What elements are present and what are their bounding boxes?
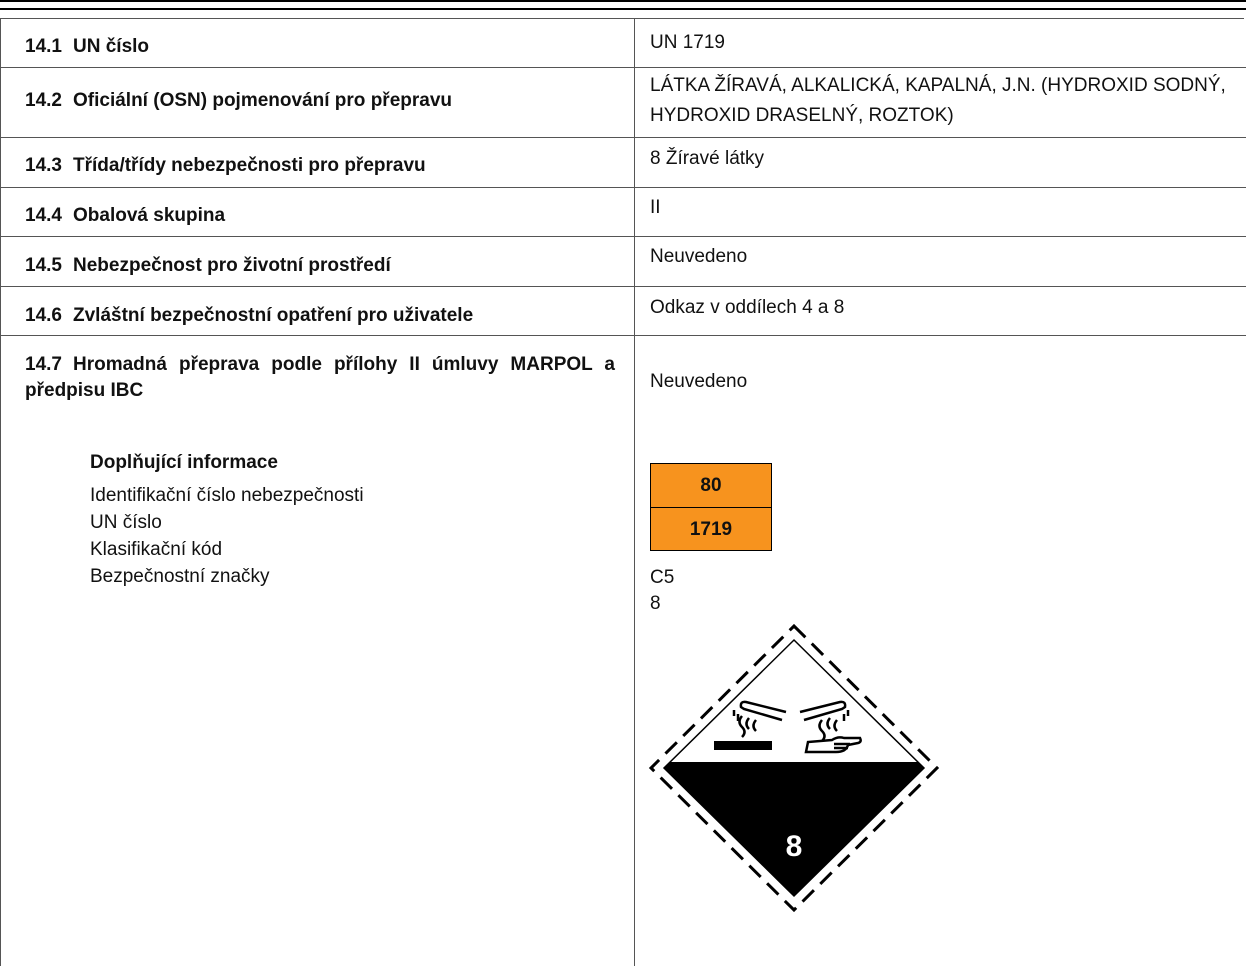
column-divider bbox=[634, 18, 635, 966]
row-number: 14.6 bbox=[25, 305, 62, 326]
row-divider bbox=[0, 286, 1246, 287]
classification-values bbox=[650, 565, 674, 617]
row-value-bulk-transport: Neuvedeno bbox=[650, 371, 748, 392]
row-label-environmental-hazard bbox=[25, 254, 391, 278]
row-divider bbox=[0, 67, 1246, 68]
corrosive-hazard-label bbox=[648, 624, 940, 917]
row-value-shipping-name: LÁTKA ŽÍRAVÁ, ALKALICKÁ, KAPALNÁ, J.N. (HYDROXID SODNÝ, HYDROXID DRASELNÝ, ROZTOK) bbox=[650, 75, 1226, 126]
row-number: 14.2 bbox=[25, 90, 62, 111]
additional-info-heading: Doplňující informace bbox=[90, 452, 278, 473]
row-value-environmental-hazard: Neuvedeno bbox=[650, 246, 748, 267]
row-label-text: Oficiální (OSN) pojmenování pro přepravu bbox=[73, 90, 452, 111]
header-rule-top bbox=[0, 0, 1246, 2]
header-rule-bottom bbox=[0, 8, 1246, 10]
row-label-user-precautions bbox=[25, 304, 473, 328]
row-label-text: Zvláštní bezpečnostní opatření pro uživatele bbox=[73, 305, 474, 326]
row-label-text: Třída/třídy nebezpečnosti pro přepravu bbox=[73, 155, 426, 176]
safety-mark-value: 8 bbox=[650, 593, 661, 614]
row-value-user-precautions: Odkaz v oddílech 4 a 8 bbox=[650, 297, 845, 318]
additional-info-item: Klasifikační kód bbox=[90, 539, 223, 560]
row-number: 14.1 bbox=[25, 36, 62, 57]
row-divider bbox=[0, 335, 1246, 336]
row-divider bbox=[0, 137, 1246, 138]
row-divider bbox=[0, 236, 1246, 237]
row-number: 14.3 bbox=[25, 155, 62, 176]
row-label-text: Obalová skupina bbox=[73, 205, 226, 226]
hazard-identification-plate bbox=[650, 463, 772, 551]
additional-info-item: UN číslo bbox=[90, 512, 162, 533]
row-number: 14.4 bbox=[25, 205, 62, 226]
row-label-packing-group bbox=[25, 204, 225, 228]
additional-info-list bbox=[90, 482, 364, 590]
row-value-packing-group: II bbox=[650, 197, 661, 218]
hazard-id-number: 80 bbox=[700, 474, 722, 496]
row-label-text: Hromadná přeprava podle přílohy II úmluvy MARPOL a předpisu IBC bbox=[25, 354, 615, 401]
row-label-text: Nebezpečnost pro životní prostředí bbox=[73, 255, 391, 276]
row-label-bulk-transport bbox=[25, 352, 615, 404]
row-number: 14.7 bbox=[25, 354, 62, 375]
corrosive-diamond-icon bbox=[648, 624, 940, 912]
plate-un-number: 1719 bbox=[689, 518, 733, 540]
row-number: 14.5 bbox=[25, 255, 62, 276]
classification-code: C5 bbox=[650, 567, 675, 588]
hazard-class-number: 8 bbox=[785, 830, 803, 863]
row-label-shipping-name bbox=[25, 89, 452, 113]
row-value-un-number: UN 1719 bbox=[650, 32, 725, 53]
row-divider bbox=[0, 187, 1246, 188]
additional-info-item: Identifikační číslo nebezpečnosti bbox=[90, 485, 364, 506]
row-label-hazard-class bbox=[25, 154, 426, 178]
row-value-hazard-class: 8 Žíravé látky bbox=[650, 148, 765, 169]
row-label-un-number bbox=[25, 35, 149, 59]
additional-info-item: Bezpečnostní značky bbox=[90, 566, 270, 587]
row-label-text: UN číslo bbox=[73, 36, 150, 57]
